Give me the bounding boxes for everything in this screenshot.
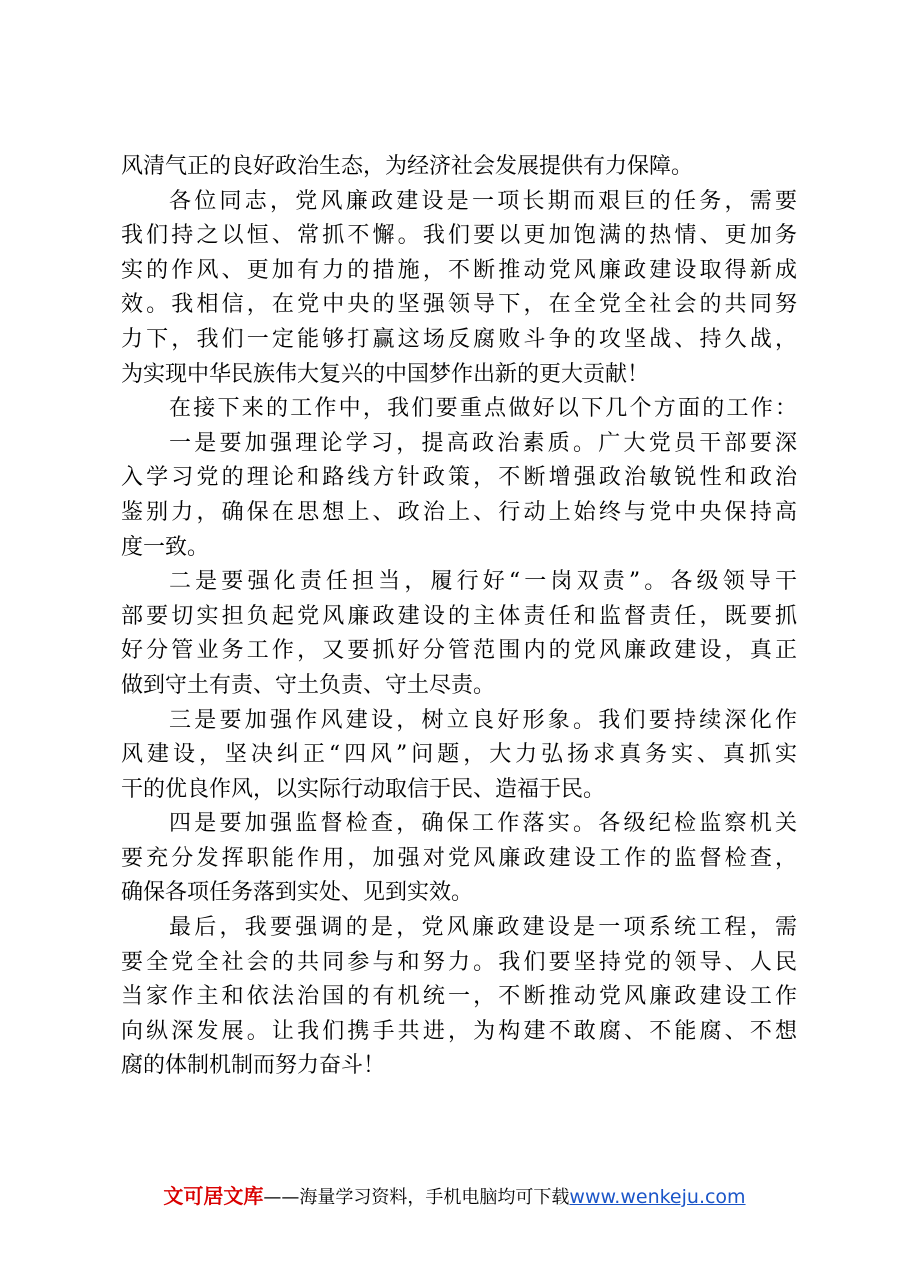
text-line: 四是要加强监督检查，确保工作落实。各级纪检监察机关 bbox=[169, 811, 797, 837]
footer-link[interactable]: www.wenkeju.com bbox=[569, 1186, 746, 1208]
text-line: 最后，我要强调的是，党风廉政建设是一项系统工程，需 bbox=[169, 915, 797, 941]
text-line: 在接下来的工作中，我们要重点做好以下几个方面的工作： bbox=[169, 396, 797, 422]
text-line: 入学习党的理论和路线方针政策，不断增强政治敏锐性和政治 bbox=[121, 465, 797, 491]
text-line: 干的优良作风，以实际行动取信于民、造福于民。 bbox=[121, 776, 606, 802]
text-line: 部要切实担负起党风廉政建设的主体责任和监督责任，既要抓 bbox=[121, 603, 797, 629]
text-line: 我们持之以恒、常抓不懈。我们要以更加饱满的热情、更加务 bbox=[121, 223, 797, 249]
text-line: 力下，我们一定能够打赢这场反腐败斗争的攻坚战、持久战， bbox=[121, 326, 797, 352]
text-line: 效。我相信，在党中央的坚强领导下，在全党全社会的共同努 bbox=[121, 292, 797, 318]
footer-brand: 文可居文库 bbox=[163, 1184, 264, 1208]
text-line: 二是要强化责任担当，履行好“一岗双责”。各级领导干 bbox=[169, 569, 797, 595]
text-line: 实的作风、更加有力的措施，不断推动党风廉政建设取得新成 bbox=[121, 257, 797, 283]
text-line: 确保各项任务落到实处、见到实效。 bbox=[121, 880, 474, 906]
text-line: 腐的体制机制而努力奋斗！ bbox=[121, 1053, 386, 1079]
text-line: 风清气正的良好政治生态，为经济社会发展提供有力保障。 bbox=[121, 154, 694, 179]
text-line: 做到守土有责、守土负责、守土尽责。 bbox=[121, 672, 496, 698]
text-line: 鉴别力，确保在思想上、政治上、行动上始终与党中央保持高 bbox=[121, 499, 797, 525]
text-line: 当家作主和依法治国的有机统一，不断推动党风廉政建设工作 bbox=[121, 984, 797, 1010]
text-line: 度一致。 bbox=[121, 534, 210, 560]
text-line: 为实现中华民族伟大复兴的中国梦作出新的更大贡献！ bbox=[121, 361, 650, 387]
text-line: 三是要加强作风建设，树立良好形象。我们要持续深化作 bbox=[169, 707, 797, 733]
text-line: 向纵深发展。让我们携手共进，为构建不敢腐、不能腐、不想 bbox=[121, 1018, 797, 1044]
text-line: 要全党全社会的共同参与和努力。我们要坚持党的领导、人民 bbox=[121, 949, 797, 975]
document-body bbox=[121, 150, 797, 1084]
text-line: 各位同志，党风廉政建设是一项长期而艰巨的任务，需要 bbox=[169, 188, 797, 214]
text-line: 好分管业务工作，又要抓好分管范围内的党风廉政建设，真正 bbox=[121, 638, 797, 664]
text-line: 风建设，坚决纠正“四风”问题，大力弘扬求真务实、真抓实 bbox=[121, 742, 797, 768]
footer-tagline: ——海量学习资料，手机电脑均可下载 bbox=[263, 1187, 570, 1208]
footer bbox=[0, 1183, 909, 1211]
text-line: 要充分发挥职能作用，加强对党风廉政建设工作的监督检查， bbox=[121, 845, 797, 871]
text-line: 一是要加强理论学习，提高政治素质。广大党员干部要深 bbox=[169, 430, 797, 456]
